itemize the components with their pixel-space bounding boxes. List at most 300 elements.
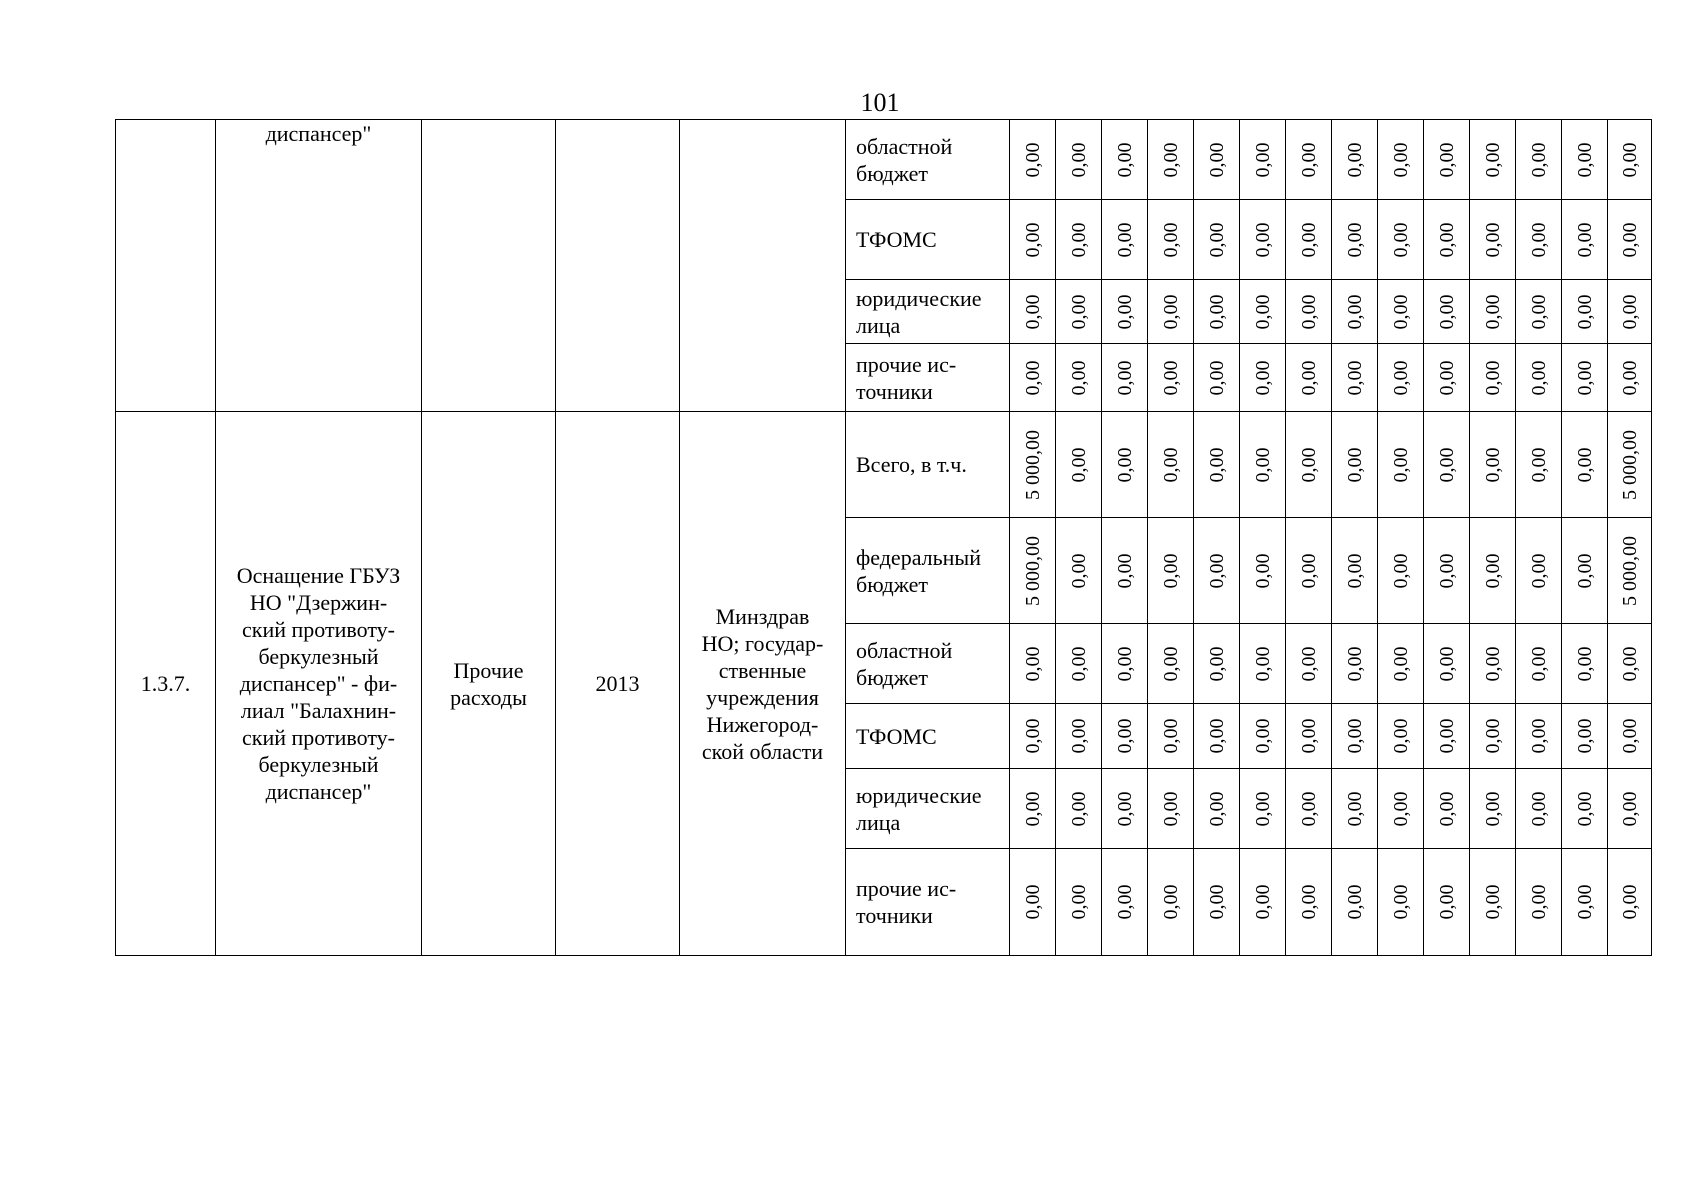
value-text: 0,00 <box>1343 791 1366 826</box>
value-text: 0,00 <box>1527 142 1550 177</box>
value-text: 0,00 <box>1159 142 1182 177</box>
value-cell <box>1102 344 1148 412</box>
value-cell <box>1286 200 1332 280</box>
value-text: 0,00 <box>1527 222 1550 257</box>
value-text: 5 000,00 <box>1618 429 1641 500</box>
value-cell <box>1056 518 1102 624</box>
value-text: 0,00 <box>1113 791 1136 826</box>
value-text: 0,00 <box>1435 294 1458 329</box>
source-label: Всего, в т.ч. <box>856 452 967 477</box>
value-cell <box>1470 200 1516 280</box>
value-text: 0,00 <box>1067 718 1090 754</box>
source-label: юридические лица <box>856 782 982 835</box>
source-cell <box>846 120 1010 200</box>
value-text: 0,00 <box>1573 791 1596 826</box>
value-cell <box>1240 704 1286 769</box>
value-text: 0,00 <box>1389 791 1412 826</box>
source-label: областной бюджет <box>856 637 953 690</box>
value-text: 0,00 <box>1481 646 1504 681</box>
value-text: 0,00 <box>1343 553 1366 588</box>
value-text: 0,00 <box>1297 222 1320 257</box>
value-text: 0,00 <box>1021 360 1044 395</box>
value-text: 0,00 <box>1527 447 1550 482</box>
value-cell <box>1516 200 1562 280</box>
value-cell <box>1470 518 1516 624</box>
value-text: 0,00 <box>1389 718 1412 754</box>
value-text: 0,00 <box>1573 222 1596 257</box>
value-text: 0,00 <box>1067 294 1090 329</box>
source-cell <box>846 518 1010 624</box>
value-cell <box>1148 769 1194 849</box>
value-text: 0,00 <box>1389 553 1412 588</box>
value-text: 0,00 <box>1435 718 1458 754</box>
executor: Минздрав НО; государ- ственные учреждения Нижегород- ской области <box>701 603 824 764</box>
source-label: ТФОМС <box>856 227 937 252</box>
value-text: 0,00 <box>1618 142 1641 177</box>
value-text: 0,00 <box>1573 142 1596 177</box>
value-text: 0,00 <box>1527 791 1550 826</box>
value-cell <box>1194 849 1240 956</box>
source-cell <box>846 769 1010 849</box>
source-label: федеральный бюджет <box>856 544 981 597</box>
source-cell <box>846 624 1010 704</box>
value-cell <box>1516 769 1562 849</box>
value-text: 0,00 <box>1205 553 1228 588</box>
value-cell <box>1148 280 1194 344</box>
value-text: 0,00 <box>1159 447 1182 482</box>
value-text: 0,00 <box>1573 646 1596 681</box>
value-cell <box>1608 200 1652 280</box>
value-text: 0,00 <box>1618 718 1641 754</box>
value-cell <box>1470 280 1516 344</box>
value-cell <box>1056 412 1102 518</box>
value-cell <box>1516 280 1562 344</box>
executor-cell <box>680 120 846 412</box>
value-text: 0,00 <box>1527 884 1550 920</box>
value-text: 0,00 <box>1618 360 1641 395</box>
value-cell <box>1148 200 1194 280</box>
value-text: 0,00 <box>1573 718 1596 754</box>
value-text: 0,00 <box>1067 142 1090 177</box>
value-text: 0,00 <box>1205 222 1228 257</box>
value-cell <box>1608 518 1652 624</box>
value-cell <box>1010 412 1056 518</box>
value-cell <box>1562 120 1608 200</box>
value-cell <box>1470 704 1516 769</box>
value-cell <box>1562 849 1608 956</box>
value-cell <box>1102 120 1148 200</box>
value-cell <box>1562 624 1608 704</box>
value-cell <box>1194 344 1240 412</box>
value-text: 0,00 <box>1113 884 1136 920</box>
value-text: 0,00 <box>1251 447 1274 482</box>
item-number-cell <box>116 120 216 412</box>
value-text: 0,00 <box>1297 646 1320 681</box>
value-text: 0,00 <box>1481 142 1504 177</box>
value-cell <box>1424 769 1470 849</box>
value-cell <box>1424 849 1470 956</box>
item-name: Оснащение ГБУЗ НО "Дзержин- ский противоту- беркулезный диспансер" - фи- лиал "Балахнин- ский противоту- беркулезный диспансер" <box>236 563 401 804</box>
value-cell <box>1010 280 1056 344</box>
value-cell <box>1516 518 1562 624</box>
value-cell <box>1332 200 1378 280</box>
value-text: 0,00 <box>1573 360 1596 395</box>
value-text: 0,00 <box>1389 294 1412 329</box>
value-text: 0,00 <box>1343 884 1366 920</box>
value-cell <box>1608 624 1652 704</box>
item-name-tail: диспансер" <box>265 121 372 146</box>
value-text: 0,00 <box>1159 294 1182 329</box>
source-cell <box>846 849 1010 956</box>
value-cell <box>1056 344 1102 412</box>
value-text: 0,00 <box>1067 646 1090 681</box>
value-text: 0,00 <box>1343 294 1366 329</box>
value-text: 0,00 <box>1618 222 1641 257</box>
expense-type-cell <box>422 412 556 956</box>
value-cell <box>1378 344 1424 412</box>
value-text: 0,00 <box>1205 884 1228 920</box>
value-cell <box>1240 624 1286 704</box>
value-text: 0,00 <box>1481 791 1504 826</box>
value-text: 0,00 <box>1343 718 1366 754</box>
value-text: 0,00 <box>1251 791 1274 826</box>
value-text: 0,00 <box>1067 553 1090 588</box>
value-cell <box>1194 624 1240 704</box>
value-cell <box>1332 412 1378 518</box>
value-text: 0,00 <box>1021 884 1044 920</box>
value-cell <box>1194 120 1240 200</box>
value-text: 0,00 <box>1297 791 1320 826</box>
value-text: 0,00 <box>1297 142 1320 177</box>
value-cell <box>1102 412 1148 518</box>
value-cell <box>1608 280 1652 344</box>
value-text: 0,00 <box>1021 142 1044 177</box>
value-cell <box>1056 849 1102 956</box>
value-cell <box>1378 120 1424 200</box>
year-cell <box>556 120 680 412</box>
value-cell <box>1194 280 1240 344</box>
value-cell <box>1424 704 1470 769</box>
value-text: 0,00 <box>1021 791 1044 826</box>
value-text: 0,00 <box>1573 553 1596 588</box>
value-cell <box>1010 344 1056 412</box>
value-cell <box>1424 518 1470 624</box>
value-text: 0,00 <box>1159 360 1182 395</box>
value-cell <box>1240 344 1286 412</box>
value-cell <box>1286 518 1332 624</box>
value-text: 0,00 <box>1343 222 1366 257</box>
value-cell <box>1148 344 1194 412</box>
value-text: 0,00 <box>1251 646 1274 681</box>
value-cell <box>1516 344 1562 412</box>
value-cell <box>1332 704 1378 769</box>
source-label: юридические лица <box>856 285 982 338</box>
value-text: 0,00 <box>1343 142 1366 177</box>
value-cell <box>1608 769 1652 849</box>
value-text: 0,00 <box>1251 718 1274 754</box>
value-cell <box>1516 624 1562 704</box>
value-cell <box>1562 769 1608 849</box>
value-cell <box>1424 280 1470 344</box>
value-text: 0,00 <box>1481 294 1504 329</box>
value-text: 0,00 <box>1067 447 1090 482</box>
value-text: 0,00 <box>1481 884 1504 920</box>
value-text: 0,00 <box>1251 884 1274 920</box>
value-text: 0,00 <box>1435 447 1458 482</box>
value-text: 5 000,00 <box>1618 535 1641 606</box>
value-cell <box>1148 412 1194 518</box>
value-cell <box>1194 200 1240 280</box>
value-cell <box>1240 200 1286 280</box>
value-text: 0,00 <box>1021 646 1044 681</box>
value-cell <box>1148 624 1194 704</box>
value-cell <box>1516 849 1562 956</box>
source-label: областной бюджет <box>856 133 953 186</box>
item-name-cell <box>216 412 422 956</box>
value-text: 0,00 <box>1527 360 1550 395</box>
value-cell <box>1608 120 1652 200</box>
value-text: 0,00 <box>1159 646 1182 681</box>
value-cell <box>1332 518 1378 624</box>
value-cell <box>1378 624 1424 704</box>
value-cell <box>1608 344 1652 412</box>
value-text: 0,00 <box>1618 646 1641 681</box>
value-text: 0,00 <box>1481 222 1504 257</box>
source-cell <box>846 344 1010 412</box>
value-text: 0,00 <box>1343 360 1366 395</box>
value-cell <box>1240 769 1286 849</box>
value-cell <box>1056 200 1102 280</box>
value-text: 0,00 <box>1205 142 1228 177</box>
value-cell <box>1010 624 1056 704</box>
value-cell <box>1562 518 1608 624</box>
value-text: 0,00 <box>1297 718 1320 754</box>
value-text: 0,00 <box>1251 142 1274 177</box>
value-cell <box>1240 518 1286 624</box>
value-text: 0,00 <box>1297 360 1320 395</box>
value-cell <box>1102 280 1148 344</box>
value-text: 0,00 <box>1205 360 1228 395</box>
value-text: 0,00 <box>1021 222 1044 257</box>
value-cell <box>1424 624 1470 704</box>
value-cell <box>1194 769 1240 849</box>
value-text: 0,00 <box>1205 718 1228 754</box>
value-text: 0,00 <box>1113 718 1136 754</box>
value-cell <box>1286 412 1332 518</box>
value-text: 0,00 <box>1113 646 1136 681</box>
value-text: 0,00 <box>1067 360 1090 395</box>
source-label: прочие ис- точники <box>856 876 957 928</box>
value-text: 0,00 <box>1205 447 1228 482</box>
value-cell <box>1286 704 1332 769</box>
value-cell <box>1378 704 1424 769</box>
value-text: 0,00 <box>1159 718 1182 754</box>
value-text: 0,00 <box>1067 791 1090 826</box>
value-text: 0,00 <box>1205 646 1228 681</box>
value-text: 0,00 <box>1159 553 1182 588</box>
value-text: 5 000,00 <box>1021 535 1044 606</box>
value-cell <box>1470 412 1516 518</box>
value-text: 0,00 <box>1251 553 1274 588</box>
table-body <box>116 120 1652 956</box>
source-cell <box>846 412 1010 518</box>
value-text: 0,00 <box>1481 360 1504 395</box>
value-text: 0,00 <box>1159 222 1182 257</box>
value-text: 0,00 <box>1159 791 1182 826</box>
value-cell <box>1608 412 1652 518</box>
value-cell <box>1562 280 1608 344</box>
value-text: 0,00 <box>1435 791 1458 826</box>
value-cell <box>1194 704 1240 769</box>
table-row <box>116 120 1652 200</box>
value-text: 0,00 <box>1389 447 1412 482</box>
value-cell <box>1102 518 1148 624</box>
page-number: 101 <box>860 88 900 117</box>
value-cell <box>1562 344 1608 412</box>
value-cell <box>1470 849 1516 956</box>
value-text: 0,00 <box>1113 142 1136 177</box>
value-cell <box>1562 704 1608 769</box>
value-text: 0,00 <box>1113 447 1136 482</box>
value-cell <box>1010 200 1056 280</box>
value-text: 0,00 <box>1021 718 1044 754</box>
value-cell <box>1010 849 1056 956</box>
value-text: 0,00 <box>1021 294 1044 329</box>
value-cell <box>1056 280 1102 344</box>
value-cell <box>1562 412 1608 518</box>
value-cell <box>1056 769 1102 849</box>
value-text: 0,00 <box>1297 294 1320 329</box>
value-cell <box>1516 120 1562 200</box>
value-text: 0,00 <box>1435 222 1458 257</box>
value-cell <box>1148 849 1194 956</box>
value-cell <box>1240 849 1286 956</box>
value-text: 0,00 <box>1205 294 1228 329</box>
value-cell <box>1194 412 1240 518</box>
value-cell <box>1148 518 1194 624</box>
value-cell <box>1470 769 1516 849</box>
value-text: 0,00 <box>1527 294 1550 329</box>
value-text: 0,00 <box>1618 791 1641 826</box>
value-text: 0,00 <box>1251 222 1274 257</box>
value-cell <box>1286 769 1332 849</box>
value-cell <box>1194 518 1240 624</box>
source-label: прочие ис- точники <box>856 351 957 404</box>
value-cell <box>1240 412 1286 518</box>
value-cell <box>1010 120 1056 200</box>
value-text: 0,00 <box>1435 646 1458 681</box>
value-cell <box>1516 412 1562 518</box>
value-cell <box>1332 769 1378 849</box>
item-number: 1.3.7. <box>140 671 191 696</box>
value-text: 0,00 <box>1067 884 1090 920</box>
expense-type: Прочие расходы <box>450 657 527 710</box>
value-text: 0,00 <box>1435 553 1458 588</box>
value-cell <box>1056 120 1102 200</box>
budget-table <box>115 119 1652 956</box>
value-cell <box>1102 624 1148 704</box>
executor-cell <box>680 412 846 956</box>
value-cell <box>1286 344 1332 412</box>
value-text: 0,00 <box>1481 553 1504 588</box>
value-cell <box>1424 120 1470 200</box>
value-cell <box>1148 704 1194 769</box>
value-cell <box>1424 200 1470 280</box>
value-cell <box>1102 200 1148 280</box>
year-cell <box>556 412 680 956</box>
value-cell <box>1286 624 1332 704</box>
source-cell <box>846 280 1010 344</box>
value-cell <box>1010 518 1056 624</box>
value-cell <box>1332 344 1378 412</box>
value-cell <box>1332 624 1378 704</box>
value-text: 0,00 <box>1067 222 1090 257</box>
source-cell <box>846 200 1010 280</box>
value-cell <box>1010 769 1056 849</box>
value-cell <box>1240 120 1286 200</box>
table-row <box>116 412 1652 518</box>
value-cell <box>1378 769 1424 849</box>
value-text: 0,00 <box>1389 142 1412 177</box>
value-text: 0,00 <box>1389 222 1412 257</box>
value-text: 0,00 <box>1251 360 1274 395</box>
value-text: 0,00 <box>1113 294 1136 329</box>
value-text: 0,00 <box>1159 884 1182 920</box>
value-cell <box>1608 704 1652 769</box>
value-text: 0,00 <box>1297 447 1320 482</box>
value-cell <box>1286 280 1332 344</box>
value-cell <box>1148 120 1194 200</box>
value-cell <box>1424 412 1470 518</box>
value-text: 0,00 <box>1113 360 1136 395</box>
value-cell <box>1378 280 1424 344</box>
value-cell <box>1332 280 1378 344</box>
value-text: 0,00 <box>1343 447 1366 482</box>
value-text: 5 000,00 <box>1021 429 1044 500</box>
value-text: 0,00 <box>1618 884 1641 920</box>
value-text: 0,00 <box>1527 553 1550 588</box>
value-text: 0,00 <box>1435 884 1458 920</box>
value-text: 0,00 <box>1527 718 1550 754</box>
value-cell <box>1470 344 1516 412</box>
value-text: 0,00 <box>1389 360 1412 395</box>
value-text: 0,00 <box>1573 447 1596 482</box>
value-text: 0,00 <box>1113 553 1136 588</box>
value-cell <box>1470 120 1516 200</box>
value-cell <box>1286 849 1332 956</box>
value-cell <box>1102 849 1148 956</box>
value-cell <box>1608 849 1652 956</box>
value-cell <box>1056 704 1102 769</box>
value-cell <box>1378 412 1424 518</box>
value-text: 0,00 <box>1435 360 1458 395</box>
item-number-cell <box>116 412 216 956</box>
value-cell <box>1470 624 1516 704</box>
value-text: 0,00 <box>1251 294 1274 329</box>
value-cell <box>1516 704 1562 769</box>
value-cell <box>1102 769 1148 849</box>
source-cell <box>846 704 1010 769</box>
value-cell <box>1378 518 1424 624</box>
value-cell <box>1056 624 1102 704</box>
value-text: 0,00 <box>1389 884 1412 920</box>
value-cell <box>1286 120 1332 200</box>
value-text: 0,00 <box>1113 222 1136 257</box>
value-text: 0,00 <box>1481 447 1504 482</box>
value-text: 0,00 <box>1435 142 1458 177</box>
item-name-cell <box>216 120 422 412</box>
value-text: 0,00 <box>1618 294 1641 329</box>
